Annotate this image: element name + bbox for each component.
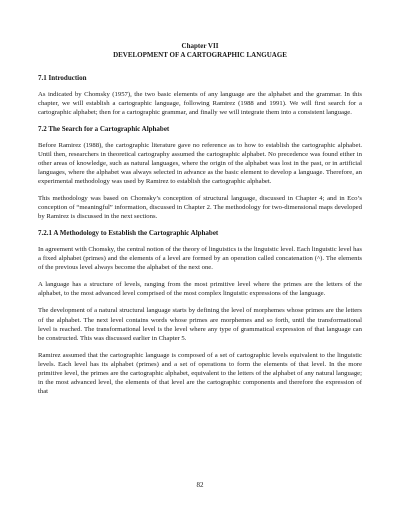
section-introduction bbox=[38, 74, 362, 117]
subsection-heading: 7.2.1 A Methodology to Establish the Cartographic Alphabet bbox=[38, 229, 219, 238]
page-content bbox=[38, 42, 362, 404]
section-heading: 7.1 Introduction bbox=[38, 74, 87, 83]
chapter-number: Chapter VII bbox=[181, 42, 219, 50]
page-number: 82 bbox=[196, 481, 204, 489]
paragraph: This methodology was based on Chomsky’s conception of structural language, discussed in Chapter 4; and in Eco’s conception of “meaningful” information, discussed in Chapter 2. The methodology for two-dimensional maps developed by Ramirez is discussed in the next sections. bbox=[38, 195, 362, 221]
paragraph: The development of a natural structural language starts by defining the level of morphemes whose primes are the letters of the alphabet. The next level contains words whose primes are morphemes and so forth, until the transformational level is reached. The transformational level is the level where any type of grammatical expression of that language can be constructed. This was discussed earlier in Chapter 5. bbox=[38, 307, 362, 342]
section-heading: 7.2 The Search for a Cartographic Alphabet bbox=[38, 125, 170, 134]
section-search-alphabet bbox=[38, 125, 362, 221]
paragraph: Before Ramirez (1988), the cartographic literature gave no reference as to how to establish the cartographic alphabet. Until then, researchers in theoretical cartography assumed the cartographic alphabet. No precedence was found either in other areas of knowledge, such as natural languages, where the origin of the alphabet was lost in the past, or in artificial languages, where the alphabet was always selected in advance as the basic element to develop a language. Therefore, an experimental methodology was used by Ramirez to establish the cartographic alphabet. bbox=[38, 141, 362, 185]
section-methodology bbox=[38, 229, 362, 396]
chapter-heading bbox=[38, 42, 362, 60]
paragraph: As indicated by Chomsky (1957), the two basic elements of any language are the alphabet and the grammar. In this chapter, we will establish a cartographic language, following Ramirez (1988 and 1991). We will first search for a cartographic alphabet; then for a cartographic grammar, and finally we will integrate them into a consistent language. bbox=[38, 90, 362, 116]
chapter-title: DEVELOPMENT OF A CARTOGRAPHIC LANGUAGE bbox=[113, 51, 287, 60]
paragraph: Ramirez assumed that the cartographic language is composed of a set of cartographic levels equivalent to the linguistic levels. Each level has its alphabet (primes) and a set of operations to form the elements of that level. In the more primitive level, the primes are the cartographic alphabet, equivalent to the letters of the alphabet of any natural language; in the most advanced level, the elements of that level are the cartographic components and therefore the expression of that bbox=[38, 351, 362, 396]
paragraph: A language has a structure of levels, ranging from the most primitive level where the primes are the letters of the alphabet, to the most advanced level comprised of the most complex linguistic expressions of the language. bbox=[38, 281, 362, 298]
paragraph: In agreement with Chomsky, the central notion of the theory of linguistics is the linguistic level. Each linguistic level has a fixed alphabet (primes) and the elements of a level are formed by an operation called concatenation (^). The elements of the previous level always become the alphabet of the next one. bbox=[38, 245, 362, 272]
